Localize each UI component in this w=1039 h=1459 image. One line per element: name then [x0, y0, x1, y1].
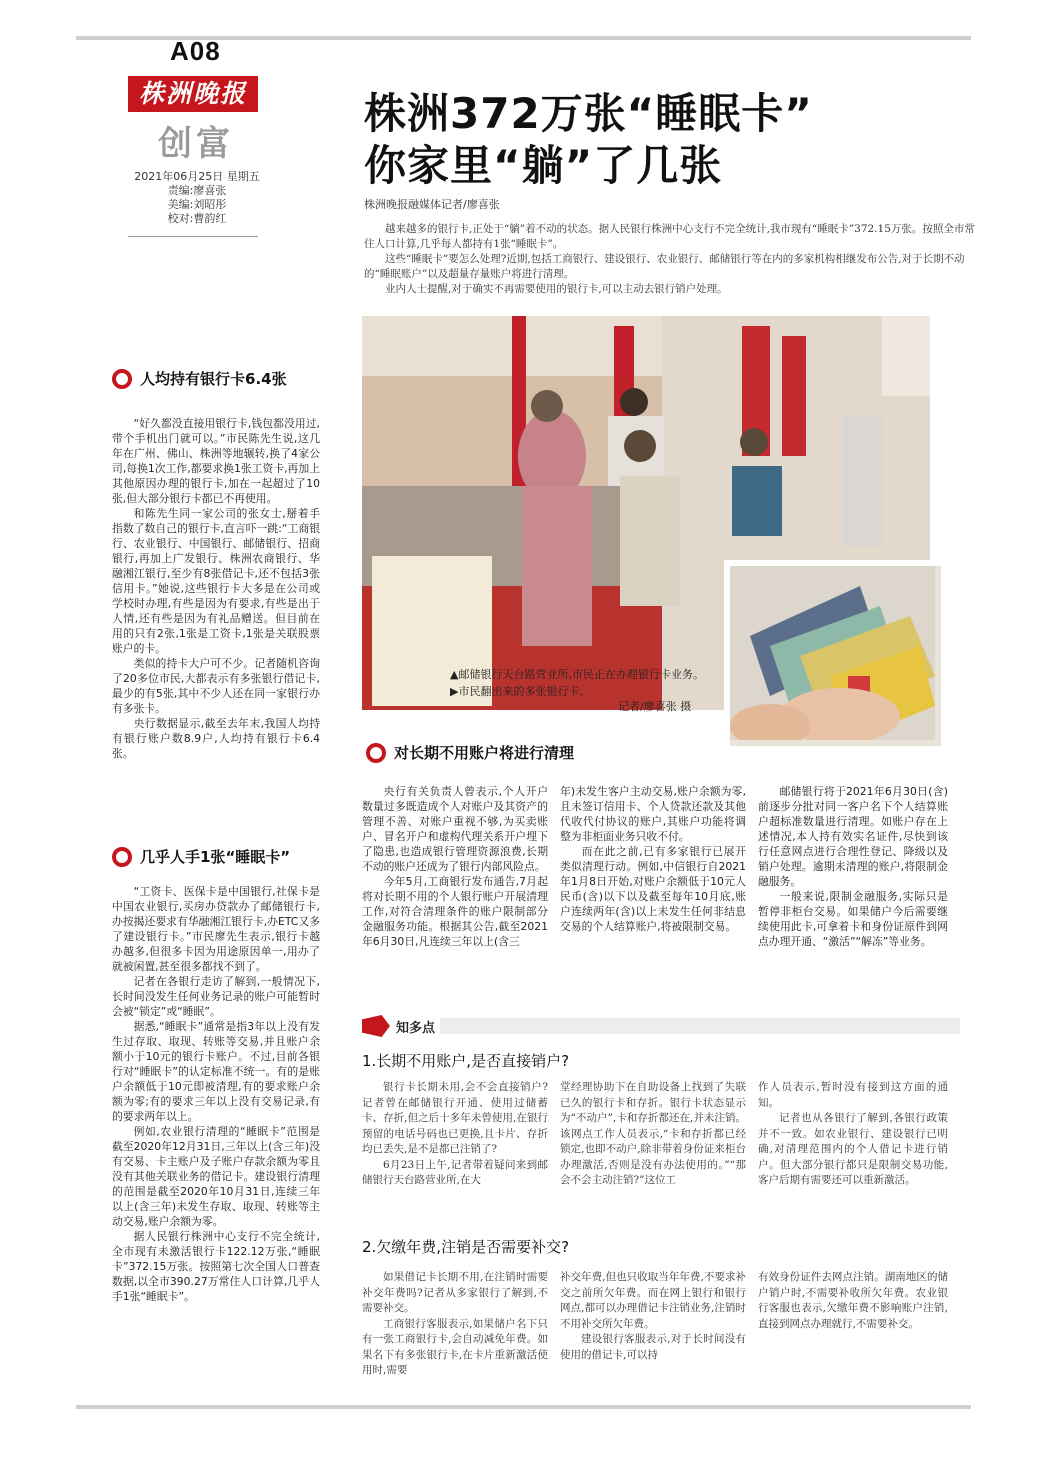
body-paragraph: 一般来说,限制金融服务,实际只是暂停非柜台交易。如果储户今后需要继续使用此卡,可拿着卡和身份证原件到网点办理开通、“激活”“解冻”等业务。 — [758, 890, 948, 948]
question-2-title: 2.欠缴年费,注销是否需要补交? — [362, 1238, 570, 1256]
body-paragraph: 邮储银行将于2021年6月30日(含)前逐步分批对同一客户名下个人结算账户超标准数量进行清理。如账户存在上述情况,本人持有效实名证件,尽快到该行任意网点进行合理性登记、降级以及销户处理。逾期未清理的账户,将限制金融服务。 — [758, 785, 948, 888]
body-paragraph: 记者在各银行走访了解到,一般情况下,长时间没发生任何业务记录的账户可能暂时会被“锁定”或“睡眠”。 — [112, 975, 320, 1018]
knowledge-tag-label: 知多点 — [396, 1020, 436, 1036]
knowledge-tag — [362, 1014, 435, 1038]
body-paragraph: 作人员表示,暂时没有接到这方面的通知。 — [758, 1081, 948, 1109]
byline: 株洲晚报融媒体记者/廖喜张 — [364, 198, 500, 211]
lead-paragraph: 业内人士提醒,对于确实不再需要使用的银行卡,可以主动去银行销户处理。 — [385, 283, 728, 295]
question-2-col-1 — [362, 1270, 548, 1379]
body-paragraph: 类似的持卡大户可不少。记者随机咨询了20多位市民,大都表示有多张银行借记卡,最少的有5张,其中不少人还在同一家银行办有多张卡。 — [112, 657, 320, 715]
body-paragraph: 堂经理协助下在自助设备上找到了失联已久的银行卡和存折。银行卡状态显示为“不动户”,卡和存折都还在,并未注销。该网点工作人员表示,“卡和存折都已经锁定,也即不动户,除非带着身份证来柜台办理激活,否则是没有办法使用的。”“那会不会主动注销?”这位工 — [560, 1081, 746, 1186]
lead-paragraph: 越来越多的银行卡,正处于“躺”着不动的状态。据人民银行株洲中心支行不完全统计,我市现有“睡眠卡”372.15万张。按照全市常住人口计算,几乎每人都持有1张“睡眠卡”。 — [364, 223, 975, 250]
page-number: A08 — [170, 36, 221, 66]
body-paragraph: 据人民银行株洲中心支行不完全统计,全市现有未激活银行卡122.12万张,“睡眠卡”372.15万张。按照第七次全国人口普查数据,以全市390.27万常住人口计算,几乎人手1张“睡眠卡”。 — [112, 1230, 320, 1303]
lead-paragraph: 这些“睡眠卡”要怎么处理?近期,包括工商银行、建设银行、农业银行、邮储银行等在内的多家机构相继发布公告,对于长期不动的“睡眠账户”以及超量存量账户将进行清理。 — [364, 253, 965, 280]
photo-caption-main: ▲邮储银行天台路营业所,市民正在办理银行卡业务。 — [450, 668, 704, 681]
section-3-col-2 — [560, 784, 746, 934]
question-1-col-3 — [758, 1080, 948, 1189]
section-3-col-1 — [362, 784, 548, 949]
headline-line-2: 你家里“躺”了几张 — [364, 141, 723, 190]
question-2-col-2 — [560, 1270, 746, 1363]
body-paragraph: 和陈先生同一家公司的张女士,掰着手指数了数自己的银行卡,直言吓一跳:“工商银行、农业银行、中国银行、邮储银行、招商银行,再加上广发银行、株洲农商银行、华融湘江银行,至少有8张借记卡,还不包括3张信用卡。”她说,这些银行卡大多是在公司或学校时办理,有些是因为有要求,有些是出于人情,还有些是因为有礼品赠送。但目前在用的只有2张,1张是工资卡,1张是关联股票账户的卡。 — [112, 507, 320, 655]
bottom-rule — [76, 1405, 971, 1409]
section-name: 创富 — [158, 124, 234, 164]
masthead-logo: 株洲晚报 — [128, 76, 258, 112]
body-paragraph: 央行数据显示,截至去年末,我国人均持有银行账户数8.9户,人均持有银行卡6.4张。 — [112, 717, 320, 760]
body-paragraph: 补交年费,但也只收取当年年费,不要求补交之前所欠年费。而在网上银行和银行网点,都可以办理借记卡注销业务,注销时不用补交所欠年费。 — [560, 1271, 746, 1330]
section-3-col-3 — [758, 784, 948, 949]
knowledge-tag-bar — [440, 1018, 960, 1034]
body-paragraph: “工资卡、医保卡是中国银行,社保卡是中国农业银行,买房办贷款办了邮储银行卡,办按揭还要求有华融湘江银行卡,办ETC又多了建设银行卡。”市民廖先生表示,银行卡越办越多,但很多卡因为用途原因单一,用办了就被闲置,甚至很多都找不到了。 — [112, 885, 320, 973]
headline-line-1: 株洲372万张“睡眠卡” — [364, 89, 813, 138]
photo-caption-inset: ▶市民翻出来的多张银行卡。 — [450, 685, 591, 698]
question-1-col-2 — [560, 1080, 746, 1189]
body-paragraph: 据悉,“睡眠卡”通常是指3年以上没有发生过存取、取现、转账等交易,并且账户余额小于10元的银行卡账户。不过,目前各银行对“睡眠卡”的认定标准不统一。有的是账户余额低于10元即被清理,有的要求账户余额为零;有的要求三年以上没有交易记录,有的要求两年以上。 — [112, 1020, 320, 1123]
section-2-body — [112, 884, 320, 1304]
section-3-title: 对长期不用账户将进行清理 — [394, 744, 575, 762]
question-1-title: 1.长期不用账户,是否直接销户? — [362, 1052, 570, 1070]
body-paragraph: 例如,农业银行清理的“睡眠卡”范围是截至2020年12月31日,三年以上(含三年)没有交易、卡主账户及子账户存款余额为零且没有其他关联业务的借记卡。建设银行清理的范围是截至2020年10月31日,连续三年以上(含三年)未发生存取、取现、转账等主动交易,账户余额为零。 — [112, 1125, 320, 1228]
ring-bullet-icon — [112, 847, 132, 867]
section-2-heading — [112, 846, 290, 867]
designer-credit: 美编:刘昭彤 — [167, 198, 227, 211]
body-paragraph: 而在此之前,已有多家银行已展开类似清理行动。例如,中信银行自2021年1月8日开始,对账户余额低于10元人民币(含)以下以及截至每年10月底,账户连续两年(含)以上未发生任何非结息交易的个人结算账户,将被限制交易。 — [560, 845, 746, 933]
body-paragraph: 记者也从各银行了解到,各银行政策并不一致。如农业银行、建设银行已明确,对清理范围内的个人借记卡进行销户。但大部分银行都只是限制交易功能,客户后期有需要还可以重新激活。 — [758, 1112, 948, 1186]
section-1-title: 人均持有银行卡6.4张 — [140, 370, 287, 388]
body-paragraph: 今年5月,工商银行发布通告,7月起将对长期不用的个人银行账户开展清理工作,对符合清理条件的账户限制部分金融服务功能。根据其公告,截至2021年6月30日,凡连续三年以上(含三 — [362, 875, 548, 948]
section-3-heading — [366, 742, 574, 763]
bank-cards-photo — [724, 560, 941, 746]
editor-credit: 责编:廖喜张 — [167, 184, 227, 197]
dateline — [132, 170, 262, 226]
body-paragraph: 年)未发生客户主动交易,账户余额为零,且未签订信用卡、个人贷款还款及其他代收代付协议的账户,其账户功能将调整为非柜面业务只收不付。 — [560, 785, 746, 843]
body-paragraph: 银行卡长期未用,会不会直接销户?记者曾在邮储银行开通、使用过储蓄卡、存折,但之后十多年未曾使用,在银行预留的电话号码也已更换,且卡片、存折均已丢失,是不是都已注销了? — [362, 1081, 548, 1155]
ring-bullet-icon — [366, 743, 386, 763]
photo-caption — [450, 666, 720, 700]
section-2-title: 几乎人手1张“睡眠卡” — [140, 848, 291, 866]
body-paragraph: 工商银行客服表示,如果储户名下只有一张工商银行卡,会自动减免年费。如果名下有多张银行卡,在卡片重新激活使用时,需要 — [362, 1317, 548, 1376]
ring-bullet-icon — [112, 369, 132, 389]
dateline-rule — [128, 236, 258, 237]
section-1-body — [112, 416, 320, 761]
lead-paragraphs — [364, 222, 984, 297]
headline — [364, 88, 813, 192]
body-paragraph: “好久都没直接用银行卡,钱包都没用过,带个手机出门就可以。”市民陈先生说,这几年在广州、佛山、株洲等地辗转,换了4家公司,每换1次工作,都要求换1张工资卡,再加上其他原因办理的银行卡,加在一起超过了10张,但大部分银行卡都已不再使用。 — [112, 417, 320, 505]
body-paragraph: 如果借记卡长期不用,在注销时需要补交年费吗?记者从多家银行了解到,不需要补交。 — [362, 1271, 548, 1314]
bank-cards-illustration — [730, 566, 935, 740]
question-2-col-3 — [758, 1270, 948, 1332]
photo-credit: 记者/廖喜张 摄 — [618, 700, 692, 713]
body-paragraph: 央行有关负责人曾表示,个人开户数量过多既造成个人对账户及其资产的管理不善、对账户重视不够,为买卖账户、冒名开户和虚构代理关系开户埋下了隐患,也造成银行管理资源浪费,长期不动的账户还成为了银行内部风险点。 — [362, 785, 548, 873]
proofreader-credit: 校对:曹韵红 — [167, 212, 227, 225]
body-paragraph: 有效身份证件去网点注销。湖南地区的储户销户时,不需要补收所欠年费。农业银行客服也表示,欠缴年费不影响账户注销,直接到网点办理就行,不需要补交。 — [758, 1271, 948, 1330]
body-paragraph: 6月23日上午,记者带着疑问来到邮储银行天台路营业所,在大 — [362, 1158, 548, 1186]
body-paragraph: 建设银行客服表示,对于长时间没有使用的借记卡,可以持 — [560, 1333, 746, 1361]
section-1-heading — [112, 368, 287, 389]
issue-date: 2021年06月25日 星期五 — [134, 170, 260, 183]
question-1-col-1 — [362, 1080, 548, 1189]
arrow-tag-icon — [362, 1015, 390, 1037]
